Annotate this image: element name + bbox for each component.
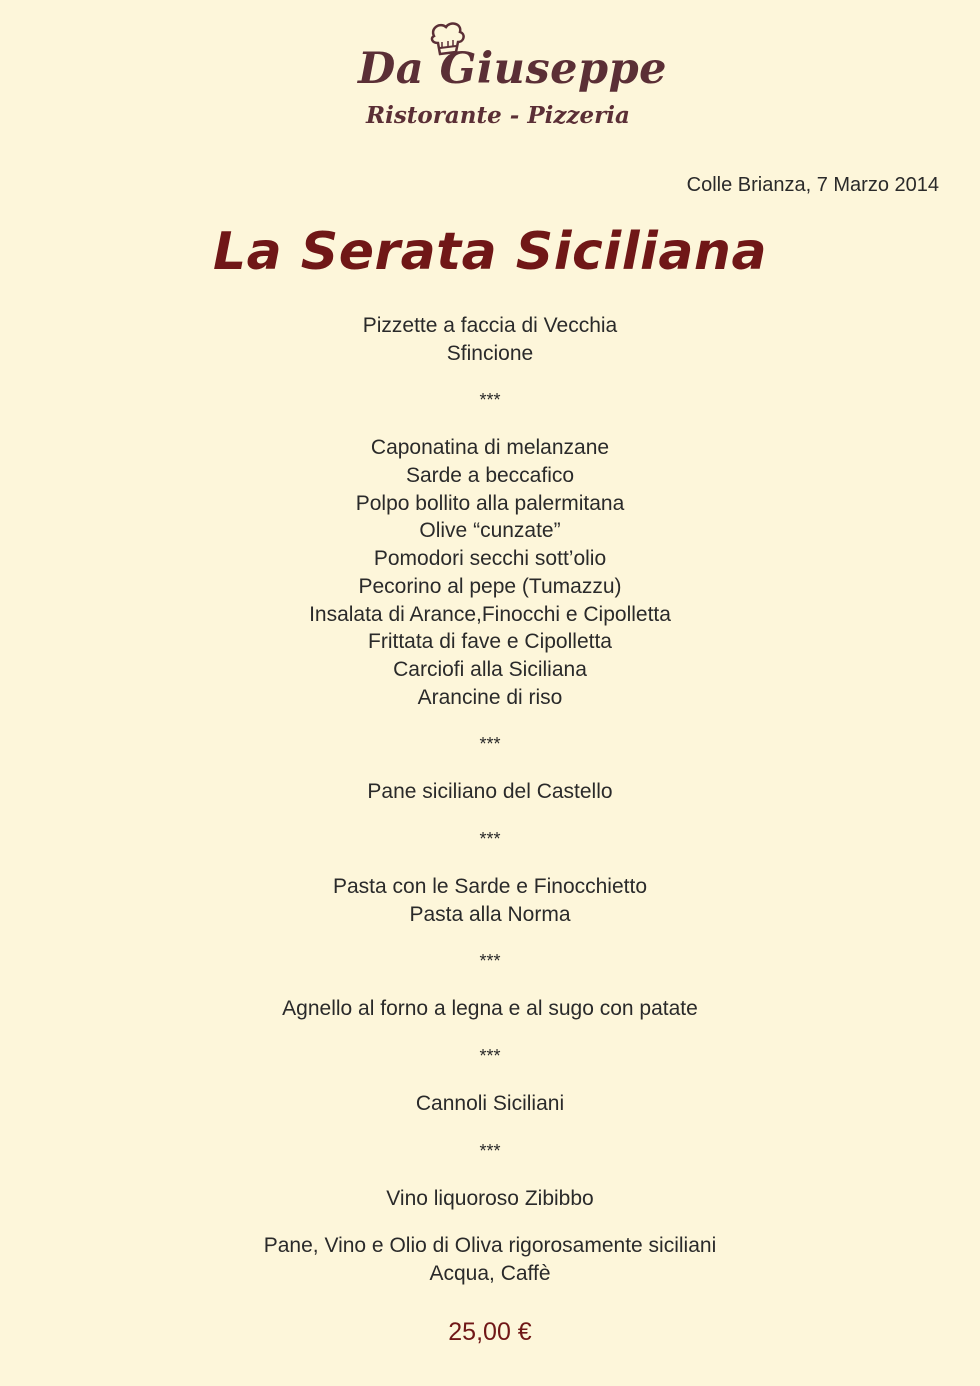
course-main [0, 995, 980, 1023]
menu-title: La Serata Siciliana [212, 222, 768, 282]
course-bread [0, 778, 980, 806]
menu-item: Vino liquoroso Zibibbo [386, 1186, 594, 1210]
course-pasta [0, 873, 980, 928]
extras-line: Acqua, Caffè [429, 1262, 551, 1286]
extras-line: Pane, Vino e Olio di Oliva rigorosamente siciliani [263, 1234, 717, 1258]
extras [0, 1232, 980, 1287]
course-dessert [0, 1090, 980, 1118]
logo-subtitle: Ristorante - Pizzeria [366, 102, 630, 129]
date-line: Colle Brianza, 7 Marzo 2014 [686, 174, 939, 196]
course-antipasti-2 [0, 434, 980, 711]
separator: *** [479, 1140, 501, 1161]
separator: *** [479, 828, 501, 849]
menu-item: Sfincione [446, 341, 534, 365]
separator: *** [479, 1046, 501, 1066]
menu-item: Pecorino al pepe (Tumazzu) [358, 574, 622, 598]
course-wine [0, 1185, 980, 1213]
logo-name: Da Giuseppe [358, 44, 667, 94]
menu-item: Polpo bollito alla palermitana [355, 491, 625, 515]
menu-item: Arancine di riso [417, 685, 563, 709]
menu-item: Olive “cunzate” [419, 519, 561, 543]
menu-item: Frittata di fave e Cipolletta [368, 630, 612, 654]
menu-item: Carciofi alla Siciliana [393, 657, 587, 681]
menu-body [0, 312, 980, 1288]
menu-item: Sarde a beccafico [405, 464, 575, 488]
menu-item: Caponatina di melanzane [370, 436, 610, 460]
restaurant-logo [350, 14, 667, 134]
menu-item: Pasta con le Sarde e Finocchietto [332, 874, 647, 898]
menu-item: Pasta alla Norma [409, 902, 571, 926]
course-antipasti-1 [0, 312, 980, 367]
menu-item: Pane siciliano del Castello [367, 780, 613, 804]
menu-item: Cannoli Siciliani [415, 1092, 565, 1115]
separator: *** [479, 951, 501, 972]
menu-item: Agnello al forno a legna e al sugo con patate [282, 997, 698, 1021]
separator: *** [479, 734, 501, 755]
separator: *** [479, 390, 501, 411]
menu-item: Insalata di Arance,Finocchi e Cipolletta [309, 602, 671, 626]
menu-item: Pizzette a faccia di Vecchia [362, 314, 618, 337]
menu-price: 25,00 € [448, 1318, 532, 1346]
menu-item: Pomodori secchi sott’olio [373, 547, 607, 571]
spacer [0, 1212, 980, 1232]
